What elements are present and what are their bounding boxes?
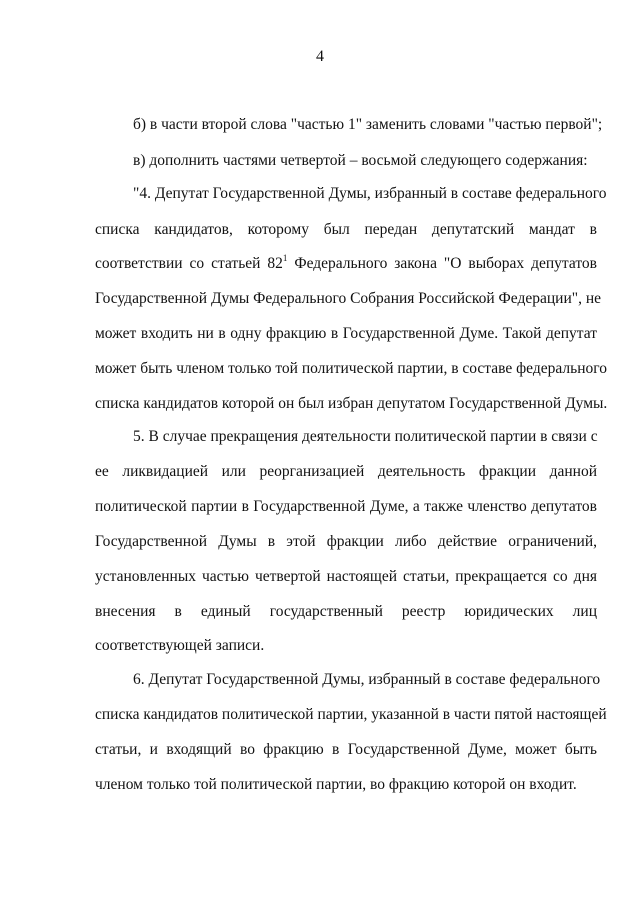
paragraph-4-line-6: может быть членом только той политической партии, в составе федерального bbox=[95, 360, 607, 377]
paragraph-5-line-1: 5. В случае прекращения деятельности политической партии в связи с bbox=[133, 428, 598, 445]
paragraph-5-line-7: соответствующей записи. bbox=[95, 637, 265, 654]
paragraph-4-line-4: Государственной Думы Федерального Собрания Российской Федерации", не bbox=[95, 290, 601, 307]
amendment-v-line: в) дополнить частями четвертой – восьмой следующего содержания: bbox=[133, 152, 588, 169]
paragraph-5-line-4: Государственной Думы в этой фракции либо действие ограничений, bbox=[95, 533, 597, 550]
paragraph-4-line-3 bbox=[95, 254, 597, 274]
paragraph-5-line-6: внесения в единый государственный реестр юридических лиц bbox=[95, 603, 597, 620]
paragraph-6-line-2: списка кандидатов политической партии, указанной в части пятой настоящей bbox=[95, 706, 607, 723]
paragraph-5-line-3: политической партии в Государственной Думе, а также членство депутатов bbox=[95, 498, 597, 515]
paragraph-4-line-5: может входить ни в одну фракцию в Государственной Думе. Такой депутат bbox=[95, 325, 597, 342]
paragraph-6-line-3: статьи, и входящий во фракцию в Государственной Думе, может быть bbox=[95, 741, 597, 758]
paragraph-6-line-1: 6. Депутат Государственной Думы, избранный в составе федерального bbox=[133, 671, 601, 688]
page-number: 4 bbox=[316, 48, 324, 65]
article-superscript: 1 bbox=[282, 253, 288, 263]
paragraph-4-line-3-end: Федерального закона "О выборах депутатов bbox=[287, 255, 597, 272]
paragraph-4-line-3-start: соответствии со статьей 82 bbox=[95, 255, 283, 272]
amendment-b-line: б) в части второй слова "частью 1" заменить словами "частью первой"; bbox=[133, 116, 603, 133]
paragraph-4-line-2: списка кандидатов, которому был передан депутатский мандат в bbox=[95, 221, 597, 238]
paragraph-4-line-7: списка кандидатов которой он был избран депутатом Государственной Думы. bbox=[95, 395, 608, 412]
paragraph-4-line-1: "4. Депутат Государственной Думы, избранный в составе федерального bbox=[133, 185, 607, 202]
paragraph-5-line-5: установленных частью четвертой настоящей статьи, прекращается со дня bbox=[95, 568, 597, 585]
paragraph-6-line-4: членом только той политической партии, во фракцию которой он входит. bbox=[95, 776, 577, 793]
paragraph-5-line-2: ее ликвидацией или реорганизацией деятельность фракции данной bbox=[95, 463, 597, 480]
